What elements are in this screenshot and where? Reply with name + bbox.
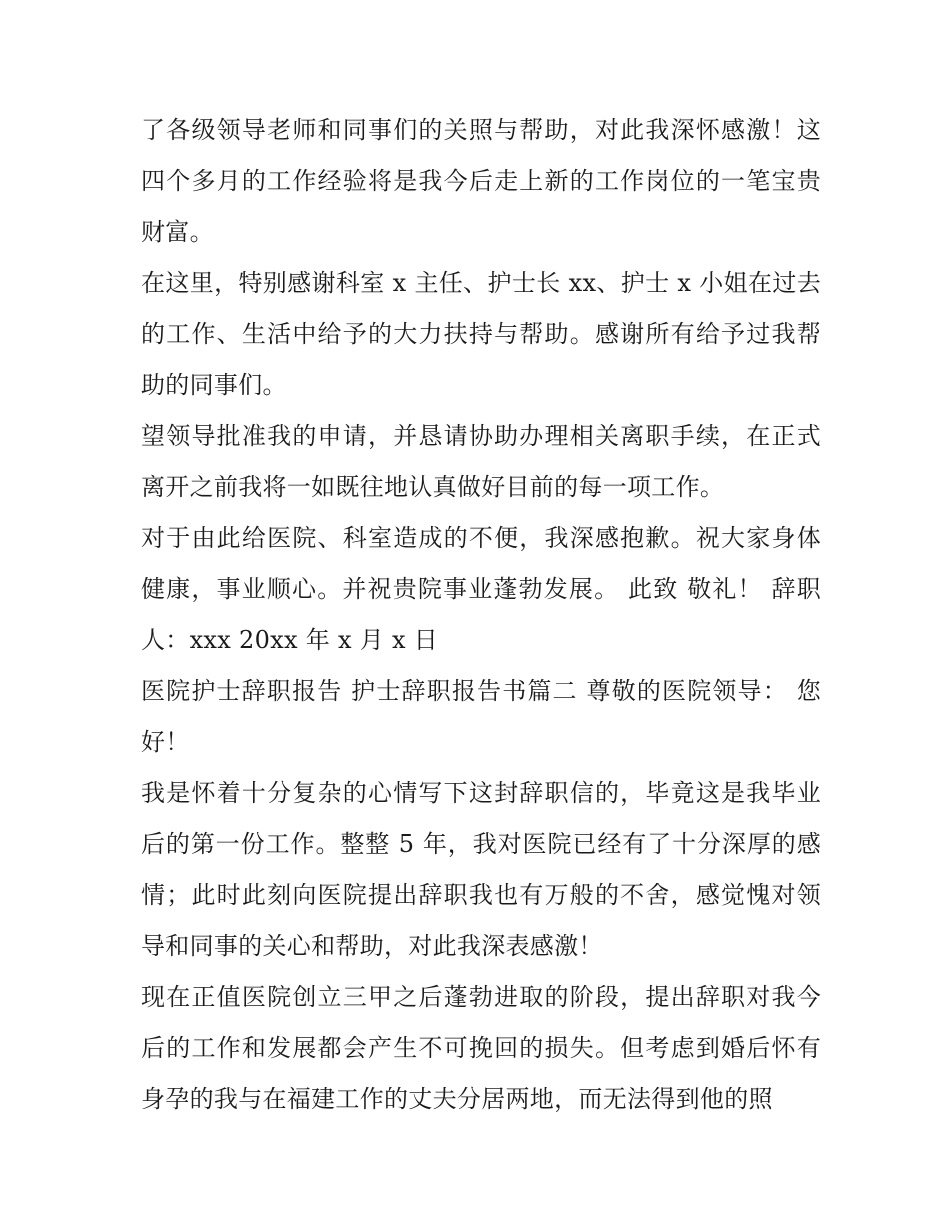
- paragraph-complex-feelings: 我是怀着十分复杂的心情写下这封辞职信的，毕竟这是我毕业后的第一份工作。整整 5 年，我对医院已经有了十分深厚的感情；此时此刻向医院提出辞职我也有万般的不舍，感觉愧对领导和同事的关心和帮助，对此我深表感激！: [141, 779, 821, 960]
- paragraph-closing-signature: 对于由此给医院、科室造成的不便，我深感抱歉。祝大家身体健康，事业顺心。并祝贵院事业蓬勃发展。 此致 敬礼！ 辞职人：xxx 20xx 年 x 月 x 日: [141, 524, 821, 654]
- paragraph-second-letter-heading: 医院护士辞职报告 护士辞职报告书篇二 尊敬的医院领导： 您好！: [141, 677, 821, 756]
- document-body: [141, 105, 821, 1125]
- paragraph-thanks-colleagues: 在这里，特别感谢科室 x 主任、护士长 xx、护士 x 小姐在过去的工作、生活中给予的大力扶持与帮助。感谢所有给予过我帮助的同事们。: [141, 269, 821, 399]
- paragraph-request-approval: 望领导批准我的申请，并恳请协助办理相关离职手续，在正式离开之前我将一如既往地认真做好目前的每一项工作。: [141, 422, 821, 501]
- paragraph-gratitude: 了各级领导老师和同事们的关照与帮助，对此我深怀感激！这四个多月的工作经验将是我今后走上新的工作岗位的一笔宝贵财富。: [141, 116, 821, 246]
- paragraph-reason: 现在正值医院创立三甲之后蓬勃进取的阶段，提出辞职对我今后的工作和发展都会产生不可挽回的损失。但考虑到婚后怀有身孕的我与在福建工作的丈夫分居两地，而无法得到他的照: [141, 983, 821, 1113]
